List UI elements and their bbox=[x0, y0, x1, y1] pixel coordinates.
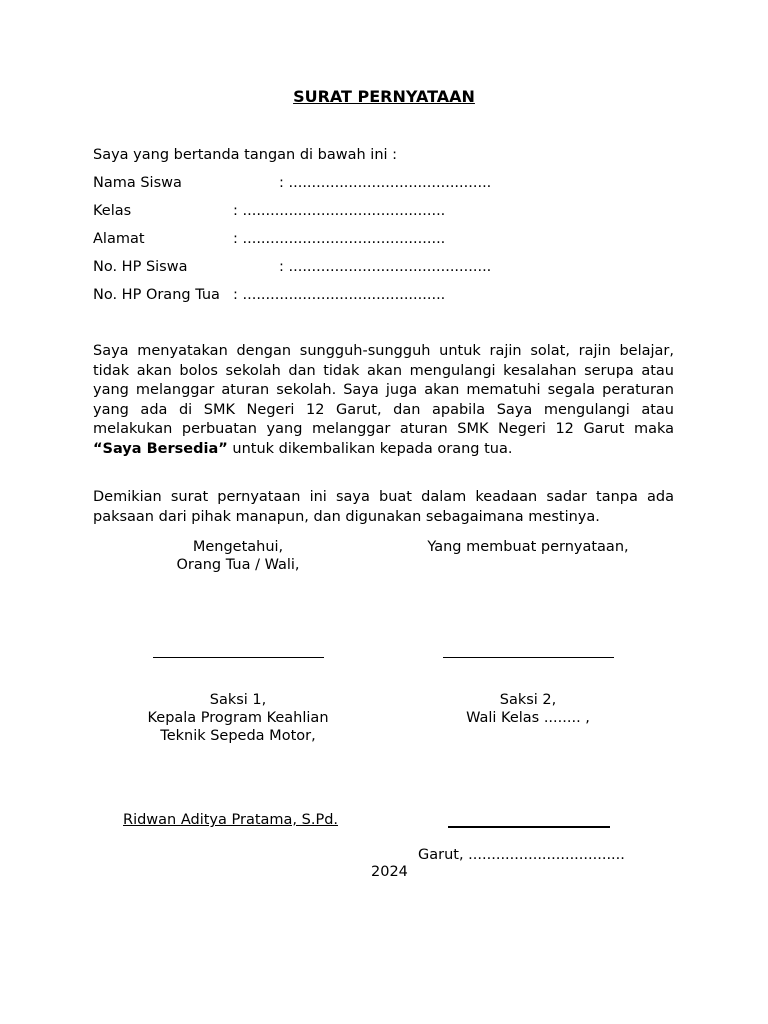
field-value-hp-orang-tua: : ............................................ bbox=[233, 287, 446, 303]
statement-text-after: untuk dikembalikan kepada orang tua. bbox=[227, 440, 513, 457]
field-label-hp-siswa: No. HP Siswa bbox=[93, 259, 188, 275]
field-value-alamat: : ............................................ bbox=[233, 231, 446, 247]
witness2-line2: Wali Kelas ........ , bbox=[466, 710, 590, 726]
witness1-line3: Teknik Sepeda Motor, bbox=[160, 728, 316, 744]
field-label-alamat: Alamat bbox=[93, 231, 145, 247]
document-title: SURAT PERNYATAAN bbox=[293, 87, 475, 106]
witness2-line1: Saksi 2, bbox=[499, 692, 557, 708]
intro-text: Saya yang bertanda tangan di bawah ini : bbox=[93, 147, 398, 163]
signature-line-parent bbox=[153, 657, 324, 658]
field-value-hp-siswa: : ............................................ bbox=[279, 259, 492, 275]
field-label-kelas: Kelas bbox=[93, 203, 132, 219]
signer-left-line1: Mengetahui, bbox=[192, 539, 284, 555]
statement-bold-text: “Saya Bersedia” bbox=[93, 440, 228, 457]
closing-paragraph: Demikian surat pernyataan ini saya buat dalam keadaan sadar tanpa ada paksaan dari pihak manapun, dan digunakan sebagaimana mestinya. bbox=[93, 489, 674, 525]
year: 2024 bbox=[371, 864, 408, 880]
signer-right-line1: Yang membuat pernyataan, bbox=[427, 539, 629, 555]
signer-left-line2: Orang Tua / Wali, bbox=[176, 557, 300, 573]
witness1-line1: Saksi 1, bbox=[209, 692, 267, 708]
field-value-kelas: : ............................................ bbox=[233, 203, 446, 219]
field-label-nama-siswa: Nama Siswa bbox=[93, 175, 182, 191]
field-value-nama-siswa: : ............................................ bbox=[279, 175, 492, 191]
witness1-name: Ridwan Aditya Pratama, S.Pd. bbox=[123, 812, 339, 828]
place-date: Garut, .................................. bbox=[418, 847, 625, 863]
signature-line-witness2 bbox=[448, 826, 610, 828]
witness1-line2: Kepala Program Keahlian bbox=[147, 710, 329, 726]
signature-line-student bbox=[443, 657, 614, 658]
statement-text-before: Saya menyatakan dengan sungguh-sungguh untuk rajin solat, rajin belajar, tidak akan bolos sekolah dan tidak akan mengulangi kesalahan serupa atau yang melanggar aturan sekolah. Saya juga akan mematuhi segala peraturan yang ada di SMK Negeri 12 Garut, dan apabila Saya mengulangi atau melakukan perbuatan yang melanggar aturan SMK Negeri 12 Garut maka bbox=[93, 343, 674, 437]
statement-paragraph bbox=[93, 342, 674, 459]
field-label-hp-orang-tua: No. HP Orang Tua bbox=[93, 287, 220, 303]
